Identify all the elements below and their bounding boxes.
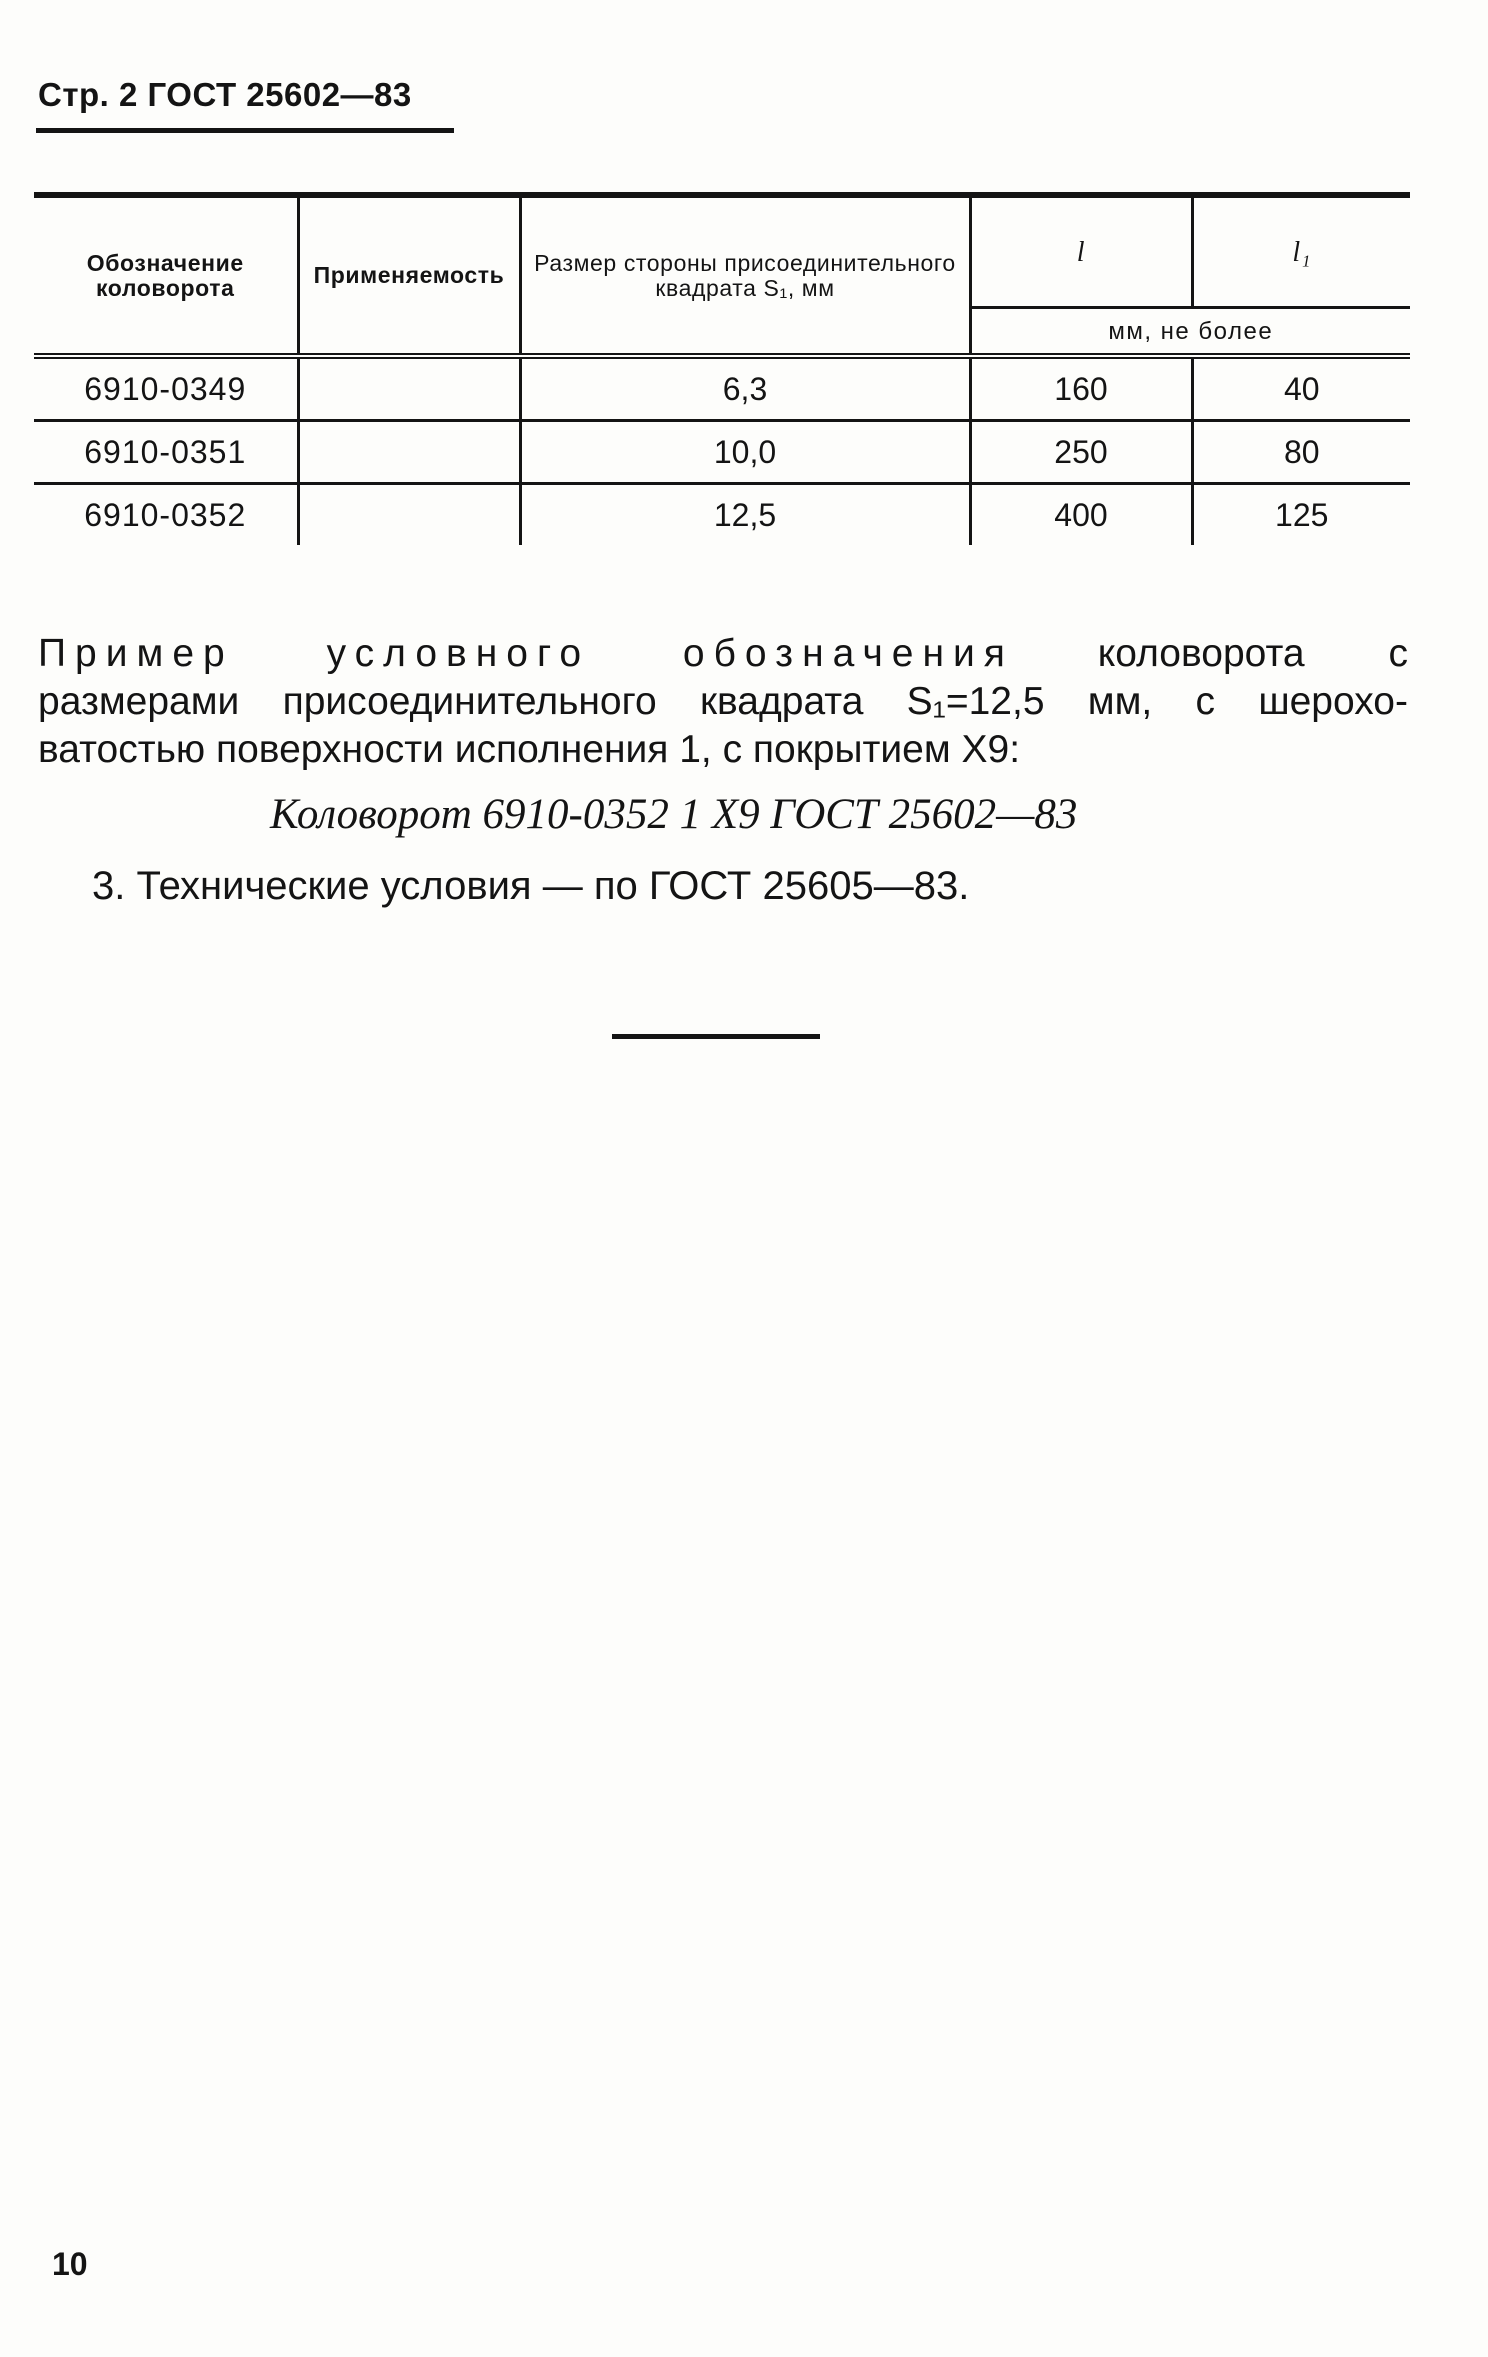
- example-lead: Пример условного обозначения: [38, 632, 1014, 675]
- cell-applicability: [298, 356, 520, 421]
- page-header: Стр. 2 ГОСТ 25602—83: [38, 76, 412, 113]
- example-line-2: размерами присоединительного квадрата S₁=12,5 мм, с шерохо-: [38, 680, 1408, 723]
- header-rule: [36, 128, 454, 133]
- cell-designation: 6910-0351: [34, 421, 298, 484]
- cell-square: 6,3: [520, 356, 970, 421]
- col-header-unit: мм, не более: [970, 308, 1410, 357]
- cell-applicability: [298, 484, 520, 546]
- col-header-applicability: Применяемость: [298, 195, 520, 356]
- cell-square: 10,0: [520, 421, 970, 484]
- table-row: [34, 356, 1410, 421]
- cell-designation: 6910-0349: [84, 370, 247, 407]
- example-line-3: ватостью поверхности исполнения 1, с покрытием Х9:: [38, 728, 1021, 771]
- cell-square: 12,5: [520, 484, 970, 546]
- col-header-l1: l₁: [1192, 195, 1410, 308]
- end-rule: [612, 1034, 820, 1039]
- example-line-1: [38, 630, 1408, 678]
- page-number: 10: [52, 2246, 88, 2282]
- table-row: [34, 484, 1410, 546]
- cell-l1: 80: [1192, 421, 1410, 484]
- cell-designation: 6910-0352: [34, 484, 298, 546]
- cell-l: 160: [970, 356, 1192, 421]
- designation-example: Коловорот 6910-0352 1 Х9 ГОСТ 25602—83: [270, 791, 1078, 838]
- cell-l1: 125: [1192, 484, 1410, 546]
- cell-l: 400: [970, 484, 1192, 546]
- col-header-square-size: Размер стороны присоединительного квадрата S₁, мм: [520, 195, 970, 356]
- cell-l1: 40: [1192, 356, 1410, 421]
- example-paragraph: [38, 630, 1408, 774]
- col-header-designation: Обозначение коловорота: [86, 249, 244, 301]
- specification-table: [34, 192, 1410, 545]
- clause-3: 3. Технические условия — по ГОСТ 25605—83.: [92, 864, 970, 908]
- cell-l: 250: [970, 421, 1192, 484]
- table-row: [34, 421, 1410, 484]
- example-line-1-rest: коловорота с: [1097, 632, 1408, 675]
- col-header-l: l: [970, 195, 1192, 308]
- cell-applicability: [298, 421, 520, 484]
